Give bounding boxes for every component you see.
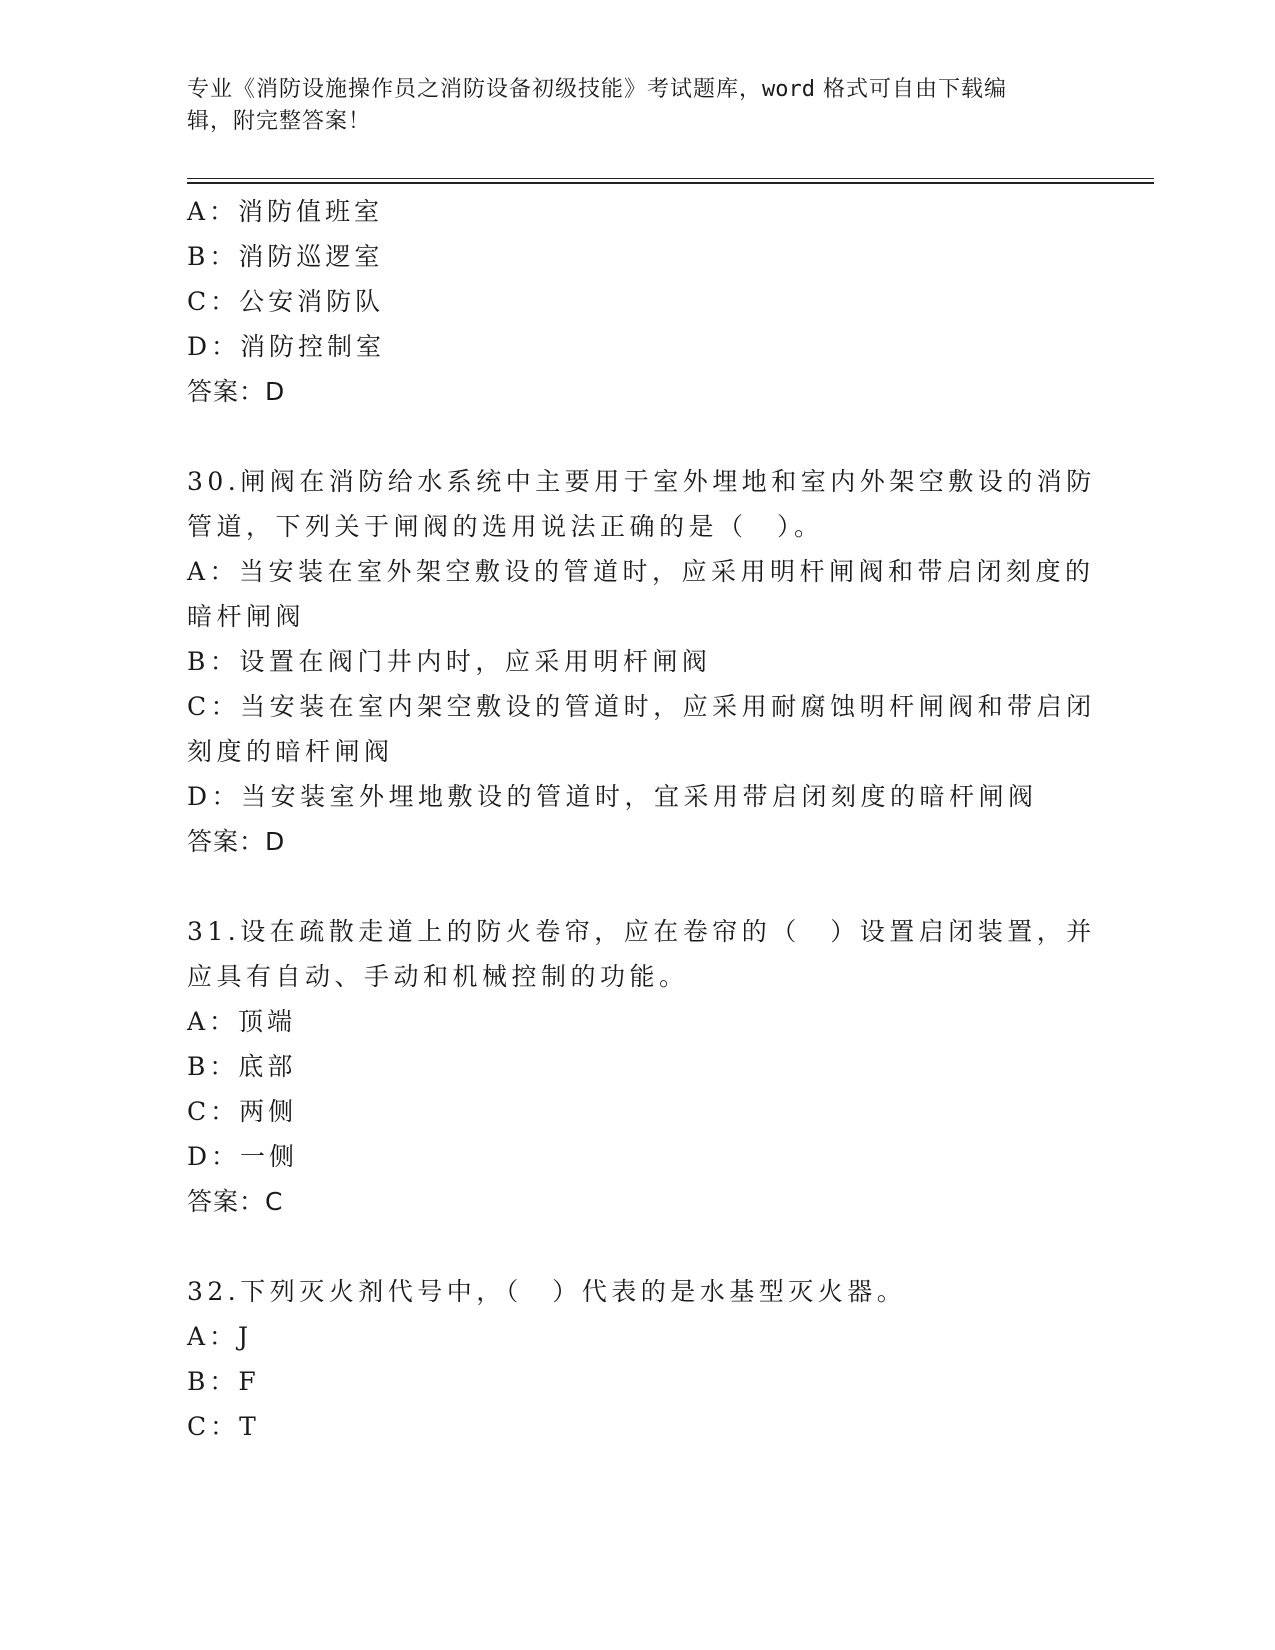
option-c: C：两侧	[187, 1097, 298, 1126]
stem-line: 应具有自动、手动和机械控制的功能。	[187, 962, 689, 991]
header-divider-thin	[187, 178, 1154, 179]
answer: 答案：C	[187, 1187, 284, 1216]
option-c-continued: 刻度的暗杆闸阀	[187, 737, 394, 766]
header-suffix: 格式可自由下载编	[815, 77, 1007, 102]
option-a: A：消防值班室	[187, 197, 384, 226]
stem-line: 31.设在疏散走道上的防火卷帘，应在卷帘的（ ）设置启闭装置，并	[187, 917, 1096, 946]
spacer	[187, 864, 1087, 909]
option-b: B：底部	[187, 1052, 297, 1081]
option-c: C：T	[187, 1412, 260, 1441]
spacer	[187, 1224, 1087, 1269]
document-header	[187, 74, 1067, 138]
question-list	[187, 189, 1096, 1449]
option-d: D：一侧	[187, 1142, 299, 1171]
stem-line: 管道，下列关于闸阀的选用说法正确的是（ ）。	[187, 512, 824, 541]
question-29	[187, 189, 1087, 414]
option-a: A：当安装在室外架空敷设的管道时，应采用明杆闸阀和带启闭刻度的	[187, 557, 1095, 586]
stem-line: 32.下列灭火剂代号中，（ ）代表的是水基型灭火器。	[187, 1277, 907, 1306]
question-stem	[187, 1269, 1087, 1314]
stem-line: 30.闸阀在消防给水系统中主要用于室外埋地和室内外架空敷设的消防	[187, 467, 1096, 496]
question-stem	[187, 459, 1096, 549]
header-word: word	[762, 77, 815, 102]
answer: 答案：D	[187, 827, 286, 856]
option-b: B：设置在阀门井内时，应采用明杆闸阀	[187, 647, 712, 676]
question-31	[187, 909, 1096, 1224]
question-stem	[187, 909, 1096, 999]
header-line-2: 辑，附完整答案！	[187, 109, 372, 134]
question-30	[187, 459, 1096, 864]
option-a: A：J	[187, 1322, 253, 1351]
option-a-continued: 暗杆闸阀	[187, 602, 306, 631]
option-c: C：当安装在室内架空敷设的管道时，应采用耐腐蚀明杆闸阀和带启闭	[187, 692, 1096, 721]
option-b: B：F	[187, 1367, 260, 1396]
option-c: C：公安消防队	[187, 287, 385, 316]
option-d: D：消防控制室	[187, 332, 386, 361]
answer: 答案：D	[187, 377, 286, 406]
option-a: A：顶端	[187, 1007, 297, 1036]
option-b: B：消防巡逻室	[187, 242, 384, 271]
header-line-1	[187, 74, 1067, 106]
header-prefix: 专业《消防设施操作员之消防设备初级技能》考试题库，	[187, 77, 763, 102]
header-divider-thick	[187, 182, 1154, 184]
option-d: D：当安装室外埋地敷设的管道时，宜采用带启闭刻度的暗杆闸阀	[187, 782, 1038, 811]
spacer	[187, 414, 1087, 459]
question-32	[187, 1269, 1087, 1449]
options	[187, 549, 1096, 819]
